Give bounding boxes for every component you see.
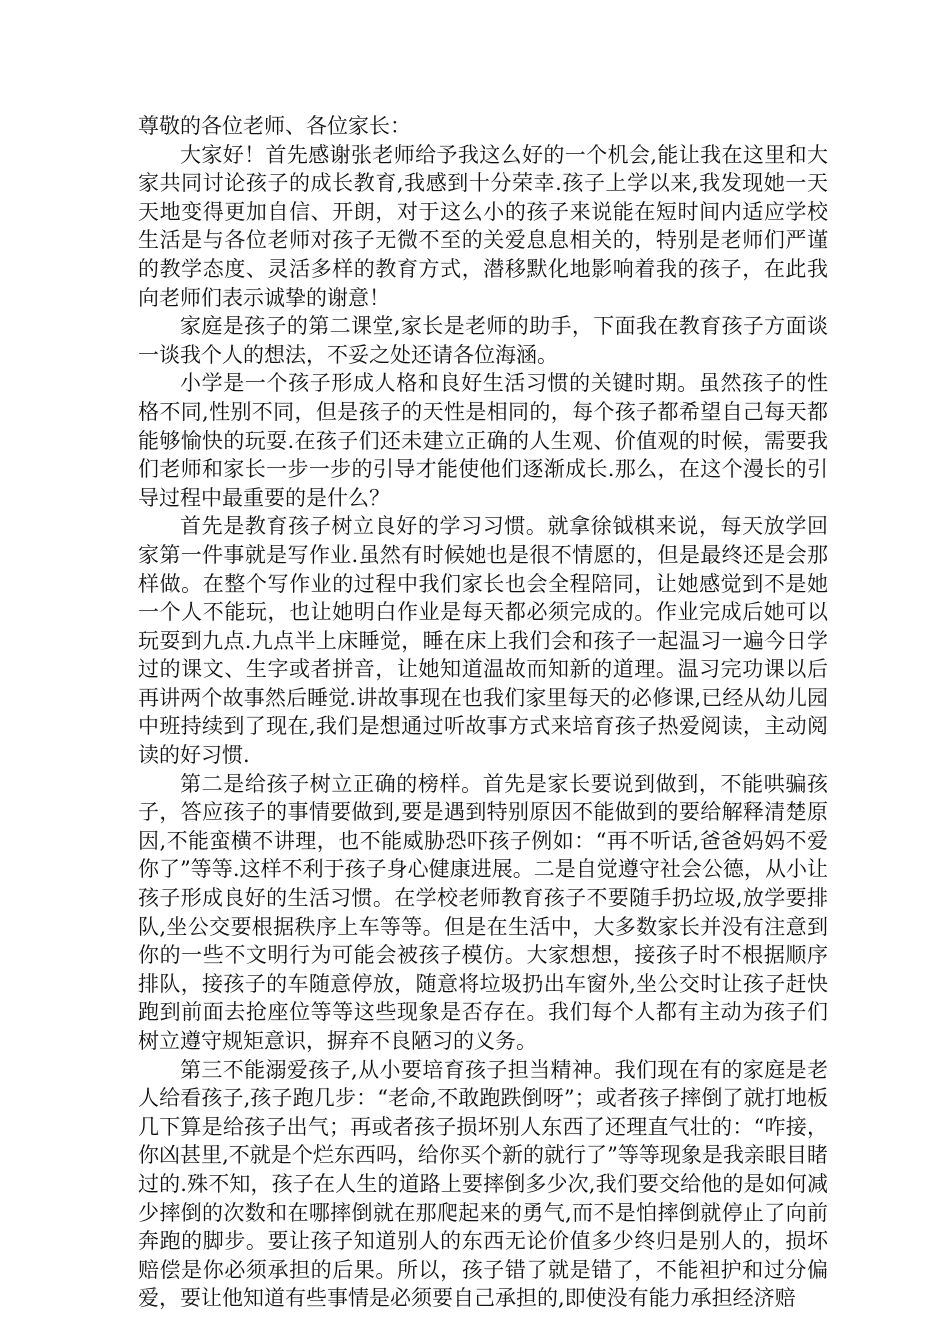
paragraph-no-spoiling: 第三不能溺爱孩子,从小要培育孩子担当精神。我们现在有的家庭是老人给看孩子,孩子跑几步：“老命,不敢跑跌倒呀”；或者孩子摔倒了就打地板几下算是给孩子出气；再或者孩子损坏别人东西了还理直气壮的：“咋接，你凶甚里,不就是个烂东西吗，给你买个新的就行了”等等现象是我亲眼目睹过的.殊不知，孩子在人生的道路上要摔倒多少次,我们要交给他的是如何减少摔倒的次数和在哪摔倒就在那爬起来的勇气,而不是怕摔倒就停止了向前奔跑的脚步。要让孩子知道别人的东西无论价值多少终归是别人的，损坏赔偿是你必须承担的后果。所以，孩子错了就是错了，不能袒护和过分偏爱，要让他知道有些事情是必须要自己承担的,即使没有能力承担经济赔 <box>138 1057 828 1311</box>
salutation: 尊敬的各位老师、各位家长： <box>138 114 411 138</box>
paragraph-study-habits: 首先是教育孩子树立良好的学习习惯。就拿徐钺棋来说，每天放学回家第一件事就是写作业.虽然有时候她也是很不情愿的，但是最终还是会那样做。在整个写作业的过程中我们家长也会全程陪同，让她感觉到不是她一个人不能玩，也让她明白作业是每天都必须完成的。作业完成后她可以玩耍到九点.九点半上床睡觉，睡在床上我们会和孩子一起温习一遍今日学过的课文、生字或者拼音，让她知道温故而知新的道理。温习完功课以后再讲两个故事然后睡觉.讲故事现在也我们家里每天的必修课,已经从幼儿园中班持续到了现在,我们是想通过听故事方式来培育孩子热爱阅读，主动阅读的好习惯. <box>138 514 828 768</box>
paragraph-greeting: 大家好！首先感谢张老师给予我这么好的一个机会,能让我在这里和大家共同讨论孩子的成长教育,我感到十分荣幸.孩子上学以来,我发现她一天天地变得更加自信、开朗，对于这么小的孩子来说能在短时间内适应学校生活是与各位老师对孩子无微不至的关爱息息相关的，特别是老师们严谨的教学态度、灵活多样的教育方式，潜移默化地影响着我的孩子，在此我向老师们表示诚挚的谢意！ <box>138 142 828 310</box>
paragraph-role-model: 第二是给孩子树立正确的榜样。首先是家长要说到做到，不能哄骗孩子，答应孩子的事情要做到,要是遇到特别原因不能做到的要给解释清楚原因,不能蛮横不讲理，也不能威胁恐吓孩子例如：“再不听话,爸爸妈妈不爱你了”等等.这样不利于孩子身心健康进展。二是自觉遵守社会公德，从小让孩子形成良好的生活习惯。在学校老师教育孩子不要随手扔垃圾,放学要排队,坐公交要根据秩序上车等等。但是在生活中，大多数家长并没有注意到你的一些不文明行为可能会被孩子模仿。大家想想，接孩子时不根据顺序排队，接孩子的车随意停放，随意将垃圾扔出车窗外,坐公交时让孩子赶快跑到前面去抢座位等等这些现象是否存在。我们每个人都有主动为孩子们树立遵守规矩意识，摒弃不良陋习的义务。 <box>138 771 828 1053</box>
document-page <box>138 112 828 1313</box>
paragraph-primary-school: 小学是一个孩子形成人格和良好生活习惯的关键时期。虽然孩子的性格不同,性别不同，但是孩子的天性是相同的，每个孩子都希望自己每天都能够愉快的玩耍.在孩子们还未建立正确的人生观、价值观的时候，需要我们老师和家长一步一步的引导才能使他们逐渐成长.那么，在这个漫长的引导过程中最重要的是什么？ <box>138 371 828 510</box>
paragraph-family-classroom: 家庭是孩子的第二课堂,家长是老师的助手，下面我在教育孩子方面谈一谈我个人的想法，不妥之处还请各位海涵。 <box>138 314 828 367</box>
